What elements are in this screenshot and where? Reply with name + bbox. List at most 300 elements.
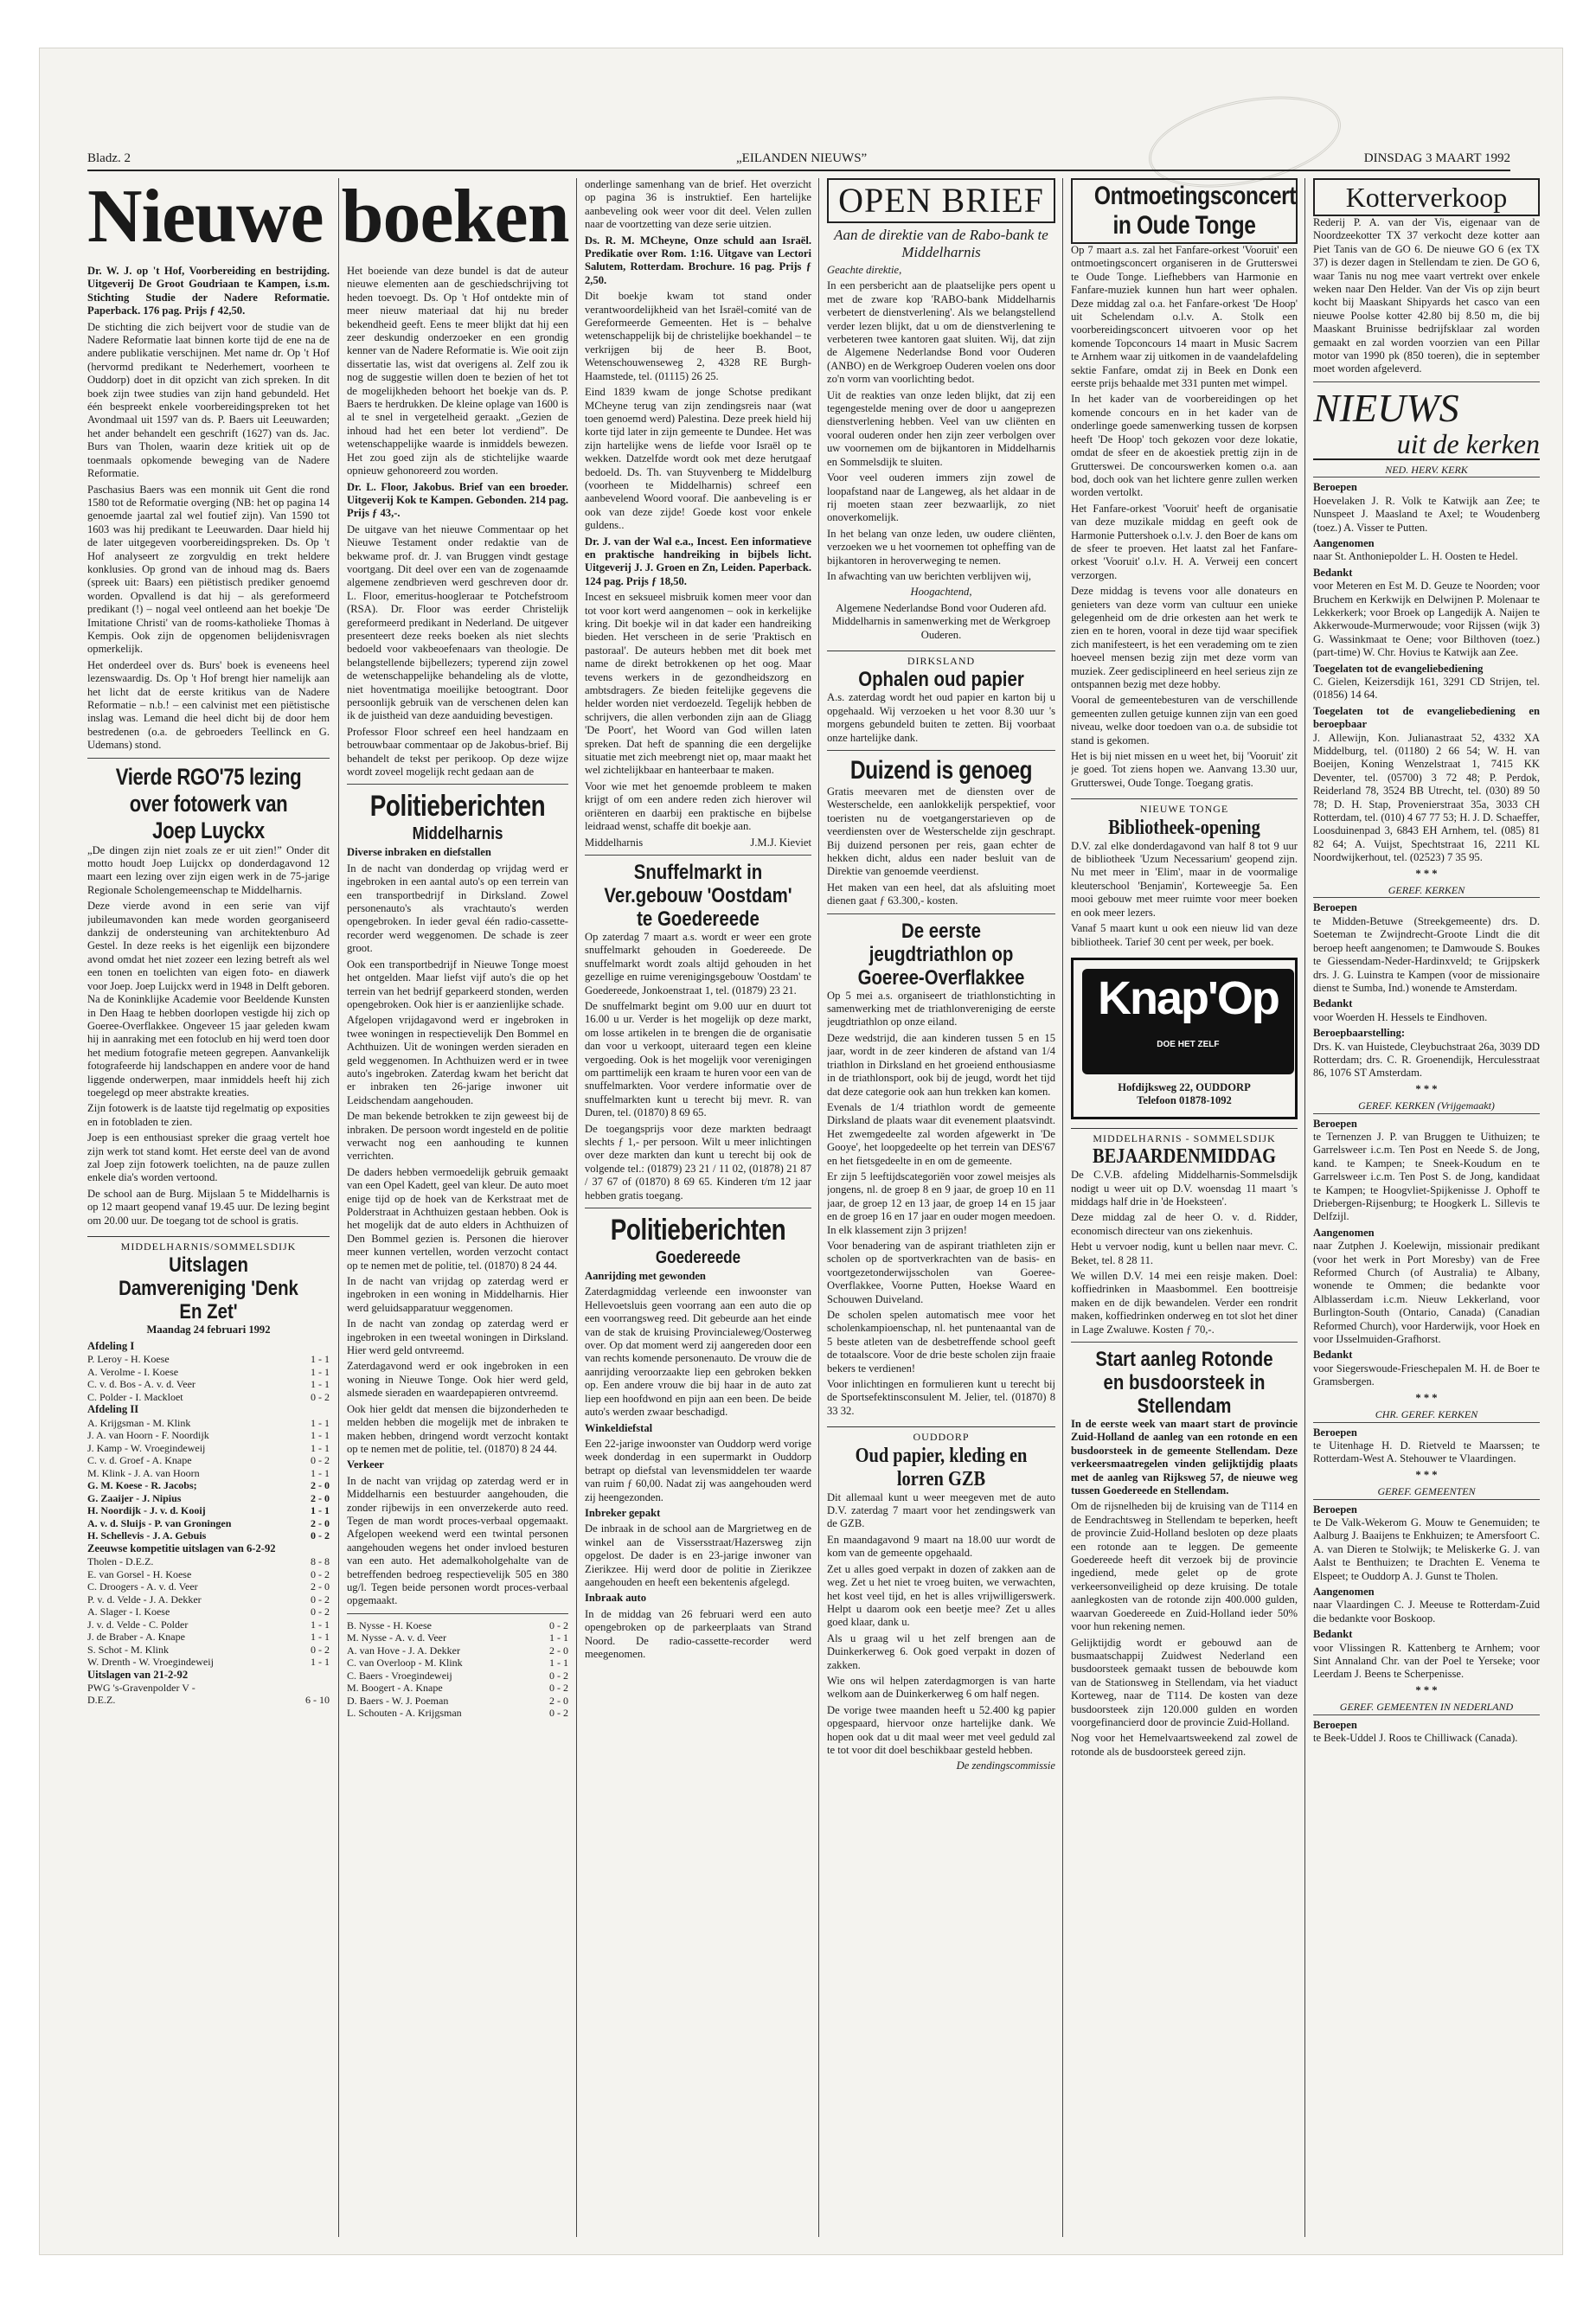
divider bbox=[1071, 1342, 1298, 1343]
church-denomination: GEREF. KERKEN bbox=[1313, 884, 1540, 898]
column-1 bbox=[87, 265, 330, 2254]
article-paragraph: Deze wedstrijd, die aan kinderen tussen 5 en 15 jaar, wordt in de zeer kinderen de afstand van 1/4 triathlon in Dirksland en het groeiend enthousiasme in de triathlonsport, ook bij de jeugd, wordt het tijd dat deze categorie ook aan hun trekken kan komen. bbox=[827, 1031, 1055, 1098]
match-pairing: M. Klink - J. A. van Hoorn bbox=[87, 1466, 200, 1479]
article-paragraph: En maandagavond 9 maart na 18.00 uur wordt de kom van de gemeente opgehaald. bbox=[827, 1533, 1055, 1560]
article-paragraph: Het onderdeel over ds. Burs' boek is eveneens heel lezenswaardig. Ds. Op 't Hof brengt hier namelijk aan het licht dat de eerste kritikus van de Nadere Reformatie – n.b.! – een calvinist met een piëtistische inslag was. Lemand die heel dicht bij de door hem bestredenen (o.a. de gebroeders Teellinck en G. Udemans) stond. bbox=[87, 658, 330, 752]
church-news-heading: Aangenomen bbox=[1313, 536, 1375, 549]
article-paragraph: Uit de reakties van onze leden blijkt, dat zij een tegengestelde mening over de door u aangeprezen dienstverlening hebben. Veel van uw cliënten en vooral ouderen onder hen zijn zeer verbolgen over uw voornemen om de bijkantoren in Middelharnis en Sommelsdijk te sluiten. bbox=[827, 388, 1055, 468]
match-pairing: C. Baers - Vroegindeweij bbox=[347, 1669, 452, 1682]
knapop-logo-text: Knap'Op bbox=[1098, 971, 1279, 1024]
results-row bbox=[87, 1631, 330, 1644]
match-pairing: C. v. d. Bos - A. v. d. Veer bbox=[87, 1378, 195, 1391]
match-score: 0 - 2 bbox=[549, 1707, 568, 1720]
results-row bbox=[87, 1593, 330, 1606]
church-news-text: te De Valk-Wekerom G. Mouw te Genemuiden; te Aalburg J. Baaijens te Enkhuizen; te Amersfoort C. A. van Dieren te Stolwijk; te Meliskerke G. J. van Aalst te Benthuizen; te Drachten E. Venema te Elspeet; te Ouddorp A. J. Gunst te Tholen. bbox=[1313, 1516, 1540, 1582]
match-pairing: S. Schot - M. Klink bbox=[87, 1643, 170, 1656]
church-news-text: te Midden-Betuwe (Streekgemeente) drs. D. Soeteman te Zwijndrecht-Groote Lindt die dit beroep heeft aangenomen; te Damwoude S. Boukes te Giessendam-Neder-Hardinxveld; te Grijpskerk drs. J. G. Luinstra te Kampen (voor de missionaire dienst te Sumba, Ind.) wonende te Amsterdam. bbox=[1313, 914, 1540, 994]
church-news-heading: Bedankt bbox=[1313, 1349, 1353, 1362]
church-news-text: J. Allewijn, Kon. Julianastraat 52, 4332 XA Middelburg, tel. (01180) 2 66 54; W. H. van Boeijen, Koning Wenzelstraat 1, 7415 KK Deventer, tel. (05700) 3 72 48; P. Perdok, Reiderland 78, 3524 BB Utrecht, tel. (030) 89 50 78; D. H. Stap, Provenierstraat 35a, 3033 CH Rotterdam, tel. (010) 4 67 77 53; H. J. D. Schaeffer, Loosduinenpad 3, 6843 EH Arnhem, tel. (085) 81 82 64; A. Vuijst, Spechtstraat 16, 2211 KL Noordwijkerhout, tel. (02523) 7 35 95. bbox=[1313, 731, 1540, 864]
church-news-heading: Aangenomen bbox=[1313, 1226, 1375, 1239]
match-score: 1 - 1 bbox=[549, 1657, 568, 1670]
article-paragraph: Zaterdagavond werd er ook ingebroken in een woning in Nieuwe Tonge. Ook hier werd geld, alsmede sieraden en waardepapieren ontvreemd. bbox=[347, 1360, 568, 1400]
results-row bbox=[347, 1644, 568, 1657]
paper-name: „EILANDEN NIEUWS” bbox=[736, 151, 868, 165]
article-headline: BEJAARDENMIDDAG bbox=[1093, 1145, 1276, 1169]
church-news-heading: Beroepen bbox=[1313, 1117, 1357, 1130]
church-news-heading: Toegelaten tot de evangeliebediening en beroepbaar bbox=[1313, 704, 1540, 731]
column-rule bbox=[576, 178, 577, 2237]
match-pairing: D.E.Z. bbox=[87, 1694, 116, 1707]
open-letter-box bbox=[827, 178, 1055, 223]
church-denomination: CHR. GEREF. KERKEN bbox=[1313, 1408, 1540, 1422]
article-paragraph: Zet u alles goed verpakt in dozen of zakken aan de weg. Zet u het niet te vroeg buiten, we verwachten, het kost veel tijd, en het is alles vrijwilligerswerk. Helpt u daarom ook een beetje mee? Zet u alles goed klaar, dank u. bbox=[827, 1562, 1055, 1629]
match-pairing: G. Zaaijer - J. Nipius bbox=[87, 1491, 182, 1504]
church-news-title: NIEUWS bbox=[1313, 385, 1459, 430]
article-paragraph: Voor veel ouderen immers zijn zowel de loopafstand naar de Langeweg, als het aldaar in de rij moeten staan zeer bezwaarlijk, zo niet onoverkomelijk. bbox=[827, 471, 1055, 524]
article-paragraph: Om de rijsnelheden bij de kruising van de T114 en de Eendrachtsweg in Stellendam te beperken, heeft de provincie Zuid-Holland besloten op deze plaats een rotonde aan te leggen. De gemeente Goedereede heeft dit verzoek bij de provincie ingediend, mede gelet op de grote verkeersonveiligheid op deze kruising. De totale aanlegkosten van de rotonde zijn 400.000 gulden, waarvan Goedereede en Zuid-Holland ieder 50% voor hun rekening nemen. bbox=[1071, 1500, 1298, 1633]
match-score: 1 - 1 bbox=[311, 1416, 330, 1429]
article-subheadline: Middelharnis bbox=[412, 824, 503, 844]
match-score: 0 - 2 bbox=[549, 1669, 568, 1682]
article-paragraph: In afwachting van uw berichten verblijven wij, bbox=[827, 569, 1032, 582]
article-kicker: NIEUWE TONGE bbox=[1071, 798, 1298, 816]
article-paragraph: Dit boekje kwam tot stand onder verantwoordelijkheid van het Israël-comité van de Gereformeerde Gemeenten. Het is – behalve wetenschappelijk bij de christelijke boekhandel – te verkrijgen bij de heer B. Boot, Wetenschouwenseweg 2, 4328 RE Burgh-Haamstede, tel. (01115) 26 25. bbox=[585, 290, 811, 382]
article-paragraph: A.s. zaterdag wordt het oud papier en karton bij u opgehaald. Wij verzoeken u het voor 8.30 uur 's morgens gebundeld buiten te zetten. Bij voorbaat onze hartelijke dank. bbox=[827, 691, 1055, 744]
article-paragraph: D.V. zal elke donderdagavond van half 8 tot 9 uur de bibliotheek 'Uzum Necessarium' geopend zijn. Nu met meer in 'Elim', maar in de voormalige kleuterschool 'Benjamin', Korteweegje 5a. Een mooi gebouw met meer ruimte voor meer boeken en ook meer lezers. bbox=[1071, 839, 1298, 919]
column-rule bbox=[338, 178, 339, 2237]
results-row bbox=[87, 1682, 330, 1695]
match-score: 0 - 2 bbox=[311, 1567, 330, 1580]
article-kicker: DIRKSLAND bbox=[827, 651, 1055, 668]
division-label: Afdeling I bbox=[87, 1339, 135, 1352]
results-row bbox=[347, 1670, 568, 1682]
article-paragraph: Professor Floor schreef een heel handzaam en betrouwbaar commentaar op de Jakobus-brief. Bij behandelt de tekst per perikoop. Op deze wijze wordt zoveel mogelijk recht gedaan aan de bbox=[347, 725, 568, 779]
section-separator: * * * bbox=[1415, 1683, 1438, 1696]
results-table bbox=[87, 1682, 330, 1707]
match-pairing: C. van Overloop - M. Klink bbox=[347, 1657, 463, 1670]
article-subheadline: Aan de direktie van de Rabo-bank te Middelharnis bbox=[834, 227, 1048, 260]
article-headline: Duizend is genoeg bbox=[849, 756, 1033, 785]
article-paragraph: In het kader van de voorbereidingen op het komende concours en in het kader van de onderlinge goede samenwerking tussen de korpsen heeft 'De Hoop' toch gekozen voor deze lokatie, omdat de sfeer en de akoestiek prettig zijn in de Grutterswei. De concourswerken komen o.a. aan bod, doch ook van het lichtere genre zullen werken worden vertolkt. bbox=[1071, 393, 1298, 499]
results-row bbox=[87, 1417, 330, 1430]
section-separator: * * * bbox=[1415, 867, 1438, 880]
results-row bbox=[87, 1366, 330, 1379]
match-pairing: E. van Gorsel - H. Koese bbox=[87, 1567, 192, 1580]
match-pairing: C. Droogers - A. v. d. Veer bbox=[87, 1580, 198, 1593]
article-paragraph: Deze middag is tevens voor alle donateurs en genieters van deze vorm van cultuur een unieke gelegenheid om de drie orkesten aan het werk te zien en te horen, vooral in deze tijd waar specifiek zich manifesteert, is het een verademing om te zien hoeveel mensen bezig zijn met deze vorm van muziek. Zeer gedisciplineerd en heel serieus zijn ze ontspannen bezig met deze hobby. bbox=[1071, 585, 1298, 690]
results-row bbox=[87, 1492, 330, 1505]
article-paragraph: Gratis meevaren met de diensten over de Westerschelde, een aanlokkelijk perspektief, voor toeristen nu de voetgangerstarieven op de veerdiensten over de Westerschelde zijn geschrapt. Bij duizend personen per reis, gaan echter de hekken dicht, aldus een nader besluit van de Direktie van genoemde veerdienst. bbox=[827, 785, 1055, 878]
results-row bbox=[87, 1467, 330, 1480]
match-score: 2 - 0 bbox=[549, 1644, 568, 1657]
article-paragraph: De man bekende betrokken te zijn geweest bij de inbraken. De persoon wordt ingesteld en de politie verwacht nog een aanhouding te kunnen verrichten. bbox=[347, 1110, 568, 1163]
issue-date: DINSDAG 3 MAART 1992 bbox=[1363, 151, 1510, 165]
match-pairing: PWG 's-Gravenpolder V - bbox=[87, 1681, 195, 1694]
column-2 bbox=[347, 265, 568, 2254]
match-score: 8 - 8 bbox=[311, 1555, 330, 1568]
article-paragraph: De uitgave van het nieuwe Commentaar op het Nieuwe Testament onder redaktie van de bekwame prof. dr. J. van Bruggen vindt gestage voortgang. Dit deel over een van de zogenaamde algemene zendbrieven werd geschreven door dr. L. Floor, emeritus-hoogleraar te Potchefstroom (RSA). Dr. Floor was eerder Christelijk gereformeerd predikant in Nederland. De uitgever presenteert deze reeks boeken als niet slechts bedoeld voor vakbeoefenaars van theologie. De belangstellende bijbellezers; typerend zijn zowel de wetenschappelijke behandeling als de vlotte, niet hoventmatiga moeilijke betoogtrant. Door persoonlijk gebruik van de verschenen delen kan ik de juistheid van deze aanduiding bevestigen. bbox=[347, 522, 568, 722]
divider bbox=[1313, 381, 1540, 382]
church-news-heading: Beroepen bbox=[1313, 1718, 1357, 1731]
column-6 bbox=[1313, 178, 1540, 2254]
subhead: Winkeldiefstal bbox=[585, 1421, 653, 1434]
match-score: 1 - 1 bbox=[311, 1429, 330, 1442]
results-table bbox=[347, 1619, 568, 1720]
results-row bbox=[87, 1391, 330, 1404]
article-paragraph: Er zijn 5 leeftijdscategoriën voor zowel meisjes als jongens, nl. de groep 8 en 9 jaar, de groep 10 en 11 jaar, de groep 12 en 13 jaar, de groep 14 en 15 jaar en de groep 16 en 17 jaar en ouder mogen meedoen. In elk klassement zijn 3 prijzen! bbox=[827, 1170, 1055, 1236]
article-paragraph: Zaterdagmiddag verleende een inwoonster van Hellevoetsluis geen voorrang aan een auto die op een voorrangsweg reed. Dit gebeurde aan het einde van de stak de kruising Provincialeweg/Oosterweg over. Op dat moment werd zij aangereden door een van rechts komende personenauto. De vrouw die de aanrijding veroorzaakte liep een gebroken bekken op. Een andere vrouw die bij haar in de auto zat liep een hoofdwond en pijn aan een been. De beide auto's werden zwaar beschadigd. bbox=[585, 1285, 811, 1419]
church-news-text: voor Meteren en Est M. D. Geuze te Noorden; voor Bruchem en Kerkwijk en Delwijnen P. Molenaar te Lekkerkerk; voor Broek op Langedijk A. Naijen te Akkerwoude-Murmerwoude; voor Rijssen (wijk 3) G. Wassinkmaat te Oene; voor Bilthoven (toez.) (part-time) W. Chr. Hovius te Katwijk aan Zee. bbox=[1313, 580, 1540, 659]
church-news-text: naar Zutphen J. Koelewijn, missionair predikant (voor het werk in Port Moresby) van de Free Reformed Church (of Australia) te Albany, wonende te Ommen; die bedankte voor Alblasserdam i.c.m. Nieuw Lekkerland, voor Burlington-South (Ontario, Canada) (Canadian Reformed Church), voor Harderwijk, voor Hoek en voor IJsselmuiden-Grafhorst. bbox=[1313, 1240, 1540, 1346]
signature-name: J.M.J. Kieviet bbox=[750, 836, 811, 849]
article-headline: OPEN BRIEF bbox=[838, 181, 1044, 220]
article-kicker: OUDDORP bbox=[827, 1426, 1055, 1444]
results-row bbox=[87, 1694, 330, 1707]
article-paragraph: In de nacht van donderdag op vrijdag werd er ingebroken in een aantal auto's op een terrein van een transportbedrijf in Dirksland. Zowel personenauto's als vrachtauto's werden opengebroken. In ieder geval één radio-cassette-recorder werd weggenomen. De schade is zeer groot. bbox=[347, 862, 568, 955]
results-row bbox=[87, 1555, 330, 1568]
article-paragraph: Rederij P. A. van der Vis, eigenaar van de Noordzeekotter TX 37 verkocht deze kotter aan Piet Tanis van de GO 6. De nieuwe GO 6 (ex TX 37) is dezer dagen in Stellendam te zien. De GO 6, waar Tanis nu nog mee vaart vertrekt over enkele weken naar Den Helder. Van der Vis op zijn beurt kocht bij Maaskant Shipyards het casco van een nieuwe Poolse kotter 42.80 bij 8.50 m, die bij Maaskant Bruinisse bedrijfsklaar zal worden gemaakt en zal worden voorzien van een Pillar motor van 1990 pk (850 toeren), die in september moet worden afgeleverd. bbox=[1313, 216, 1540, 375]
book-meta: Dr. W. J. op 't Hof, Voorbereiding en bestrijding. Uitgeverij De Groot Goudriaan te Kampen, i.s.m. Stichting Studie der Nadere Reformatie. Paperback. 176 pag. Prijs ƒ 42,50. bbox=[87, 265, 330, 317]
article-paragraph: De snuffelmarkt begint om 9.00 uur en duurt tot 16.00 u ur. Verder is het mogelijk op deze markt, om losse artikelen in te brengen die de organisatie dan voor u verkoopt, uiteraard tegen een kleine vergoeding. Ook is het mogelijk voor verenigingen om parttimelijk een kraam te huren voor een van de snuffelmarkten. Voor verdere informatie over de snuffelmarkten kunt u terecht bij mevr. R. van Duren, tel. (01870) 8 69 65. bbox=[585, 999, 811, 1119]
match-pairing: H. Noordijk - J. v. d. Kooij bbox=[87, 1504, 206, 1517]
match-pairing: A. Verolme - I. Koese bbox=[87, 1365, 179, 1378]
match-pairing: C. v. d. Groef - A. Knape bbox=[87, 1454, 192, 1467]
article-paragraph: Voor benadering van de aspirant triathleten zijn er scholen op de sportverkrachten van de basis- en voortgezetonderwijsscholen van Goeree-Overflakkee, Voorne Putten, Hoekse Waard en Schouwen Duiveland. bbox=[827, 1239, 1055, 1305]
article-paragraph: Hebt u vervoer nodig, kunt u bellen naar mevr. C. Beket, tel. 8 28 11. bbox=[1071, 1240, 1298, 1266]
church-news-text: voor Woerden H. Hessels te Eindhoven. bbox=[1313, 1010, 1488, 1023]
results-row bbox=[347, 1657, 568, 1670]
church-news-text: voor Siegerswoude-Frieschepalen M. H. de Boer te Gramsbergen. bbox=[1313, 1362, 1540, 1388]
church-news-heading: Beroepen bbox=[1313, 1426, 1357, 1439]
results-row bbox=[87, 1353, 330, 1366]
match-score: 0 - 2 bbox=[311, 1390, 330, 1403]
article-paragraph: Voor inlichtingen en formulieren kunt u terecht bij de Sportsefektinsconsulent M. Jelier, tel. (01870) 8 33 32. bbox=[827, 1378, 1055, 1417]
article-paragraph: In de middag van 26 februari werd een auto opengebroken op de parkeerplaats van Strand Noord. De radio-cassette-recorder werd meegenomen. bbox=[585, 1607, 811, 1660]
results-table bbox=[87, 1417, 330, 1480]
article-paragraph: Nog voor het Hemelvaartsweekend zal zowel de rotonde als de busdoorsteek gereed zijn. bbox=[1071, 1732, 1298, 1758]
column-rule bbox=[1304, 178, 1305, 2237]
article-paragraph: Het boeiende van deze bundel is dat de auteur nieuwe elementen aan de geschiedschrijving tot heden toevoegt. Ds. Op 't Hof ontdekte min of meer nieuw materiaal dat hij nu breder bekendheid geeft. Eens te meer blijkt dat hij een zeer deskundig onderzoeker en een grondig kenner van de Nadere Reformatie is. Wie ooit zijn dissertatie las, wist dat overigens al. Zelf zou ik nog de suggestie willen doen te bezien of het tot de mogelijkheden behoort het boekje van ds. P. Baers te herdrukken. De kleine oplage van 1600 is al te snel in vergetelheid geraakt. „Gezien de inhoud had het een beter lot verdiend”. De wetenschappelijke waarde is inmiddels bewezen. Het zou goed zijn als de stichtelijke waarde opnieuw gehonoreerd zou worden. bbox=[347, 265, 568, 478]
article-subheadline: Goedereede bbox=[655, 1248, 741, 1268]
match-score: 2 - 0 bbox=[311, 1516, 330, 1529]
article-paragraph: Ook een transportbedrijf in Nieuwe Tonge moest het ontgelden. Maar liefst vijf auto's die op het terrein van het bedrijf geparkeerd stonden, werden opengebroken. Ook hier is er aanzienlijke schade. bbox=[347, 958, 568, 1010]
article-paragraph: In de nacht van zondag op zaterdag werd er ingebroken in een tweetal woningen in Dirksland. Hier werd geld ontvreemd. bbox=[347, 1317, 568, 1357]
subhead: Diverse inbraken en diefstallen bbox=[347, 846, 491, 859]
match-pairing: A. Slager - I. Koese bbox=[87, 1606, 170, 1618]
match-score bbox=[295, 1682, 330, 1695]
match-pairing: J. v. d. Velde - C. Polder bbox=[87, 1618, 189, 1631]
subhead: Verkeer bbox=[347, 1458, 384, 1471]
match-score: 1 - 1 bbox=[311, 1656, 330, 1669]
division-label: Afdeling II bbox=[87, 1403, 139, 1416]
results-row bbox=[87, 1479, 330, 1492]
section-separator: * * * bbox=[1415, 1391, 1438, 1404]
match-score: 1 - 1 bbox=[311, 1441, 330, 1454]
match-score: 2 - 0 bbox=[311, 1479, 330, 1492]
article-headline: Bibliotheek-opening bbox=[1108, 816, 1260, 839]
match-score: 2 - 0 bbox=[311, 1580, 330, 1593]
article-paragraph: Incest en seksueel misbruik komen meer voor dan tot voor kort werd aangenomen – ook in kerkelijke kring. Dit boekje wil in dat kader een handreiking bieden. Het verscheen in de serie 'Praktisch en pastoraal'. De auteurs hebben met dit boek met name de direkt betrokkenen op het oog. Maar tevens werkers in de gezondheidszorg en ambtsdragers. Ze bieden feitelijke gegevens die helder worden niet verdoezeld. Tegelijk hebben de schrijvers, die allen verbonden zijn aan de Gliagg 'De Poort', het Woord van God willen laten spreken. Dat heft de spanning die een dergelijke situatie met zich meebrengt niet op, maar maakt het wel zichtelijkbaar en hanteerbaar te maken. bbox=[585, 591, 811, 777]
results-row bbox=[87, 1429, 330, 1442]
match-score: 6 - 10 bbox=[305, 1694, 330, 1707]
section-separator: * * * bbox=[1415, 1082, 1438, 1095]
article-paragraph: Een 22-jarige inwoonster van Ouddorp werd vorige week donderdag in een supermarkt in Ouddorp betrapt op diefstal van levensmiddelen ter waarde van ruim ƒ 60,00. Nadat zij was aangehouden werd zij heengezonden. bbox=[585, 1437, 811, 1503]
match-pairing: G. M. Koese - R. Jacobs; bbox=[87, 1479, 197, 1492]
church-news-text: naar St. Anthoniepolder L. H. Oosten te Hedel. bbox=[1313, 550, 1518, 563]
match-score: 1 - 1 bbox=[311, 1504, 330, 1517]
ad-phone: Telefoon 01878-1092 bbox=[1137, 1094, 1232, 1107]
results-row bbox=[87, 1504, 330, 1517]
results-row bbox=[87, 1580, 330, 1593]
church-news-heading: Beroepen bbox=[1313, 1503, 1357, 1516]
match-score: 0 - 2 bbox=[311, 1454, 330, 1467]
match-score: 1 - 1 bbox=[549, 1631, 568, 1644]
church-news-text: voor Vlissingen R. Kattenberg te Arnhem; voor Sint Annaland Chr. van der Poel te Yerseke; voor Leerdam J. Beens te Scherpenisse. bbox=[1313, 1641, 1540, 1681]
article-paragraph: De inbraak in de school aan de Margrietweg en de winkel aan de Vissersstraat/Hazersweg zijn opgelost. De dader is en 23-jarige inwoner van Zierikzee. Hij werd door de politie in Zierikzee aangehouden en heeft een bekentenis afgelegd. bbox=[585, 1522, 811, 1588]
results-row bbox=[87, 1517, 330, 1530]
article-kicker: MIDDELHARNIS - SOMMELSDIJK bbox=[1071, 1128, 1298, 1145]
page-header bbox=[87, 144, 1510, 171]
letter-signature: Algemene Nederlandse Bond voor Ouderen afd. Middelharnis in samenwerking met de Werkgroep Ouderen. bbox=[831, 601, 1051, 641]
article-paragraph: Afgelopen vrijdagavond werd er ingebroken in twee woningen in respectievelijk Den Bommel en Achthuizen. Uit de woningen werden sieraden en geld weggenomen. In Achthuizen werd er in twee auto's ingebroken. Zaterdag kwam het bericht dat er inbraken ten 26-jarige inwoner uit Leidschendam aangehouden. bbox=[347, 1014, 568, 1106]
match-score: 0 - 2 bbox=[311, 1529, 330, 1542]
match-pairing: M. Nysse - A. v. d. Veer bbox=[347, 1631, 446, 1644]
article-paragraph: Dit allemaal kunt u weer meegeven met de auto D.V. zaterdag 7 maart voor het zendingswerk van de GZB. bbox=[827, 1490, 1055, 1530]
results-table bbox=[87, 1353, 330, 1403]
article-paragraph: De scholen spelen automatisch mee voor het scholenkampioenschap, nl. het puntenaantal van de 5 beste atleten van de desbetreffende school geeft de totaalscore. Voor de drie beste scholen zijn fraaie bekers te verdienen! bbox=[827, 1309, 1055, 1375]
article-paragraph: De school aan de Burg. Mijslaan 5 te Middelharnis is op 12 maart geopend vanaf 19.45 uur. De lezing begint om 20.00 uur. De toegang tot de school is gratis. bbox=[87, 1187, 330, 1227]
results-row bbox=[347, 1619, 568, 1632]
column-4 bbox=[827, 178, 1055, 2254]
results-row bbox=[87, 1568, 330, 1581]
article-paragraph: onderlinge samenhang van de brief. Het overzicht op pagina 36 is instruktief. Een hartelijke aanbeveling ook weer voor dit deel. Velen zullen naar de voortzetting van deze serie uitzien. bbox=[585, 178, 811, 231]
results-row bbox=[87, 1442, 330, 1455]
divider bbox=[87, 758, 330, 759]
signature-name: De zendingscommissie bbox=[956, 1759, 1055, 1772]
article-paragraph: Voor wie met het genoemde probleem te maken krijgt of om een andere reden zich hierover wil oriënteren en daarbij een praktische en bijbelse leidraad wenst, schaffe dit boekje aan. bbox=[585, 779, 811, 833]
article-paragraph: Het is bij niet missen en u weet het, bij 'Vooruit' zit je goed. Tot ziens hopen we. Aanvang 13.30 uur, Grutterswei, Oude Tonge. Toegang gratis. bbox=[1071, 750, 1298, 789]
concert-box bbox=[1071, 178, 1298, 244]
article-paragraph: De toegangsprijs voor deze markten bedraagt slechts ƒ 1,- per persoon. Wilt u meer inlichtingen over deze markten dan kunt u terecht bij ook de volgende tel.: (01879) 23 21 / 11 02, (01878) 21 87 / 37 67 of (01870) 8 69 65. Kinderen t/m 12 jaar hebben gratis toegang. bbox=[585, 1122, 811, 1202]
article-headline: Ontmoetingsconcert in Oude Tonge bbox=[1093, 182, 1297, 240]
book-meta: Ds. R. M. MCheyne, Onze schuld aan Israël. Predikatie over Rom. 1:16. Uitgave van Lectori Salutem, Rotterdam. Brochure. 16 pag. Prijs ƒ 2,50. bbox=[585, 234, 811, 286]
match-pairing: W. Drenth - W. Vroegindeweij bbox=[87, 1656, 214, 1669]
ad-address: Hofdijksweg 22, OUDDORP bbox=[1118, 1080, 1251, 1093]
church-denomination: GEREF. GEMEENTEN IN NEDERLAND bbox=[1313, 1701, 1540, 1715]
article-paragraph: In de nacht van vrijdag op zaterdag werd er in Middelharnis een bestuurder aangehouden, die zonder rijbewijs in een onverzekerde auto reed. Tegen de man wordt proces-verbaal opgemaakt. Afgelopen weekend werd een twintal personen aangehouden wegens het onder invloed besturen van een auto. Het ademalkoholgehalte van de betreffenden bedroeg respectievelijk 505 en 380 ug/l. Tegen beide personen wordt proces-verbaal opgemaakt. bbox=[347, 1474, 568, 1607]
match-pairing: A. v. d. Sluijs - P. van Groningen bbox=[87, 1516, 232, 1529]
subhead: Aanrijding met gewonden bbox=[585, 1270, 706, 1283]
match-pairing: Tholen - D.E.Z. bbox=[87, 1555, 154, 1568]
results-row bbox=[87, 1606, 330, 1618]
church-news-text: te Uitenhage H. D. Rietveld te Maarssen; te Rotterdam-West A. Stehouwer te Vlaardingen. bbox=[1313, 1439, 1540, 1465]
results-row bbox=[87, 1529, 330, 1542]
match-score: 1 - 1 bbox=[311, 1466, 330, 1479]
results-row bbox=[347, 1631, 568, 1644]
article-paragraph: Wie ons wil helpen zaterdagmorgen is van harte welkom aan de Duinkerkerweg 6 om half negen. bbox=[827, 1674, 1055, 1701]
match-pairing: C. Polder - I. Mackloet bbox=[87, 1390, 183, 1403]
letter-closing: Hoogachtend, bbox=[910, 586, 972, 599]
match-score: 1 - 1 bbox=[311, 1353, 330, 1366]
article-headline: Kotterverkoop bbox=[1345, 182, 1508, 213]
church-news-heading: Bedankt bbox=[1313, 566, 1353, 579]
article-paragraph: Joep is een enthousiast spreker die graag vertelt hoe zijn werk tot stand komt. Het eerste deel van de avond zal Joep zijn fotowerk toelichten, na de pauze zullen enkele dia's worden vertoond. bbox=[87, 1131, 330, 1184]
match-pairing: A. van Hove - J. A. Dekker bbox=[347, 1644, 460, 1657]
church-news-subtitle: uit de kerken bbox=[1313, 429, 1540, 460]
results-row bbox=[87, 1656, 330, 1669]
article-paragraph: In de nacht van vrijdag op zaterdag werd er ingebroken in een woning in Middelharnis. Hier werd geluidsapparatuur weggenomen. bbox=[347, 1275, 568, 1314]
article-headline: Snuffelmarkt in Ver.gebouw 'Oostdam' te Goedereede bbox=[604, 860, 792, 931]
article-paragraph: Paschasius Baers was een monnik uit Gent die rond 1580 tot de Reformatie overging (NB: het op pagina 14 genoemde jaartal zal wel foutief zijn). Van 1590 tot 1603 was hij predikant te Leeuwarden. Daar hield hij de later uitgegeven voorbereidingspreken. Ds. Op 't Hof analyseert ze zorgvuldig en trekt heldere konklusies. Op grond van de inhoud mag ds. Baers (spreek uit: Baars) een piëtistisch prediker genoemd worden. Opvallend is dat hij – als gereformeerd predikant (!) – nogal veel ontleend aan het boekje 'De Imitatione Christi' van de rooms-katholieke Thomas à Kempis. Ook zijn de opgenomen belijdenisvragen opmerkelijk. bbox=[87, 483, 330, 656]
signature-place: Middelharnis bbox=[585, 836, 644, 849]
church-news-text: Drs. K. van Huistede, Cleybuchstraat 26a, 3039 DD Rotterdam; drs. C. R. Groenendijk, Herculesstraat 86, 1076 ST Amsterdam. bbox=[1313, 1040, 1540, 1080]
article-paragraph: De stichting die zich beijvert voor de studie van de Nadere Reformatie laat binnen korte tijd de ene na de andere publikatie verschijnen. Met name dr. Op 't Hof (hervormd predikant te Nederhemert, voorheen te Ouddorp) doet in dit opzicht van zich spreken. In dit boek zijn twee studies van zijn hand gebundeld. Het één bespreekt enkele voorbereidingspreken tot het Avondmaal uit 1597 van ds. P. Baers uit Leeuwarden; het ander behandelt een geschrift (1627) van ds. Jac. Burs van Tholen, waarin deze kritiek uit op de toenmaals opkomende beweging van de Nadere Reformatie. bbox=[87, 320, 330, 480]
article-paragraph: Vanaf 5 maart kunt u ook een nieuw lid van deze bibliotheek. Tarief 30 cent per week, per boek. bbox=[1071, 922, 1298, 948]
divider bbox=[827, 913, 1055, 914]
article-lead: In de eerste week van maart start de provincie Zuid-Holland de aanleg van een rotonde en een busdoorsteek in de gemeente Stellendam. Deze verkeersmaatregelen vinden gelijktijdig plaats met de aanleg van Rijksweg 57, de nieuwe weg tussen Goedereede en Stellendam. bbox=[1071, 1418, 1298, 1497]
column-5 bbox=[1071, 178, 1298, 2254]
church-denomination: NED. HERV. KERK bbox=[1313, 464, 1540, 478]
newspaper-page bbox=[39, 48, 1563, 2255]
results-row bbox=[347, 1707, 568, 1720]
book-meta: Dr. L. Floor, Jakobus. Brief van een broeder. Uitgeverij Kok te Kampen. Gebonden. 214 pag. Prijs ƒ 43,-. bbox=[347, 480, 568, 520]
article-paragraph: Gelijktijdig wordt er gebouwd aan de busmaatschappij Zuidwest Nederland een busdoorsteek gemaakt tussen de bebouwde kom van de Stationsweg in Stellendam, via het viaduct Korteweg, naar de T114. De kosten van deze busdoorsteek zijn 120.000 gulden en worden voorgefinancierd door de provincie Zuid-Holland. bbox=[1071, 1636, 1298, 1728]
match-pairing: J. Kamp - W. Vroegindeweij bbox=[87, 1441, 206, 1454]
article-headline: Start aanleg Rotonde en busdoorsteek in Stellendam bbox=[1095, 1348, 1273, 1418]
article-paragraph: We willen D.V. 14 mei een reisje maken. Doel: koffiedrinken in Maasbommel. Een boottreisje maken en de dijk bewandelen. Verder een rondrit maken, koffiedrinken onderweg en tot slot het diner in Lage Zwaluwe. Kosten ƒ 70,-. bbox=[1071, 1269, 1298, 1336]
results-row bbox=[87, 1454, 330, 1467]
book-meta: Dr. J. van der Wal e.a., Incest. Een informatieve en praktische handreiking in bijbels licht. Uitgeverij J. J. Groen en Zn, Leiden. Paperback. 124 pag. Prijs ƒ 18,50. bbox=[585, 535, 811, 587]
article-paragraph: „De dingen zijn niet zoals ze er uit zien!” Onder dit motto houdt Joep Luijckx op donderdagavond 12 maart een lezing over zijn eigen werk in de 75-jarige Regionale Scholengemeenschap te Middelharnis. bbox=[87, 843, 330, 896]
article-paragraph: De C.V.B. afdeling Middelharnis-Sommelsdijk nodigt u weer uit op D.V. woensdag 11 maart 's middags half drie in 'de Hoeksteen'. bbox=[1071, 1169, 1298, 1208]
article-headline: Uitslagen Damvereniging 'Denk En Zet' bbox=[119, 1253, 298, 1324]
section-title: Nieuwe boeken bbox=[87, 175, 569, 259]
knapop-tagline: DOE HET ZELF bbox=[1157, 1039, 1220, 1049]
match-pairing: J. de Braber - A. Knape bbox=[87, 1631, 185, 1644]
article-headline: Vierde RGO'75 lezing over fotowerk van Joep Luyckx bbox=[115, 763, 302, 843]
match-score: 2 - 0 bbox=[549, 1694, 568, 1707]
church-denomination: GEREF. KERKEN (Vrijgemaakt) bbox=[1313, 1099, 1540, 1113]
match-pairing: B. Nysse - H. Koese bbox=[347, 1618, 432, 1631]
match-score: 0 - 2 bbox=[549, 1618, 568, 1631]
match-score: 0 - 2 bbox=[549, 1682, 568, 1695]
results-row bbox=[347, 1682, 568, 1695]
article-paragraph: Op 5 mei a.s. organiseert de triathlonstichting in samenwerking met de triathlonvereniging de eerste jeugdtriathlon op onze eiland. bbox=[827, 989, 1055, 1029]
match-score: 0 - 2 bbox=[311, 1606, 330, 1618]
column-rule bbox=[1062, 178, 1063, 2237]
article-headline: Ophalen oud papier bbox=[858, 668, 1024, 692]
match-pairing: D. Baers - W. J. Poeman bbox=[347, 1694, 449, 1707]
article-paragraph: Eind 1839 kwam de jonge Schotse predikant MCheyne terug van zijn zendingsreis naar (wat toen genoemd werd) Palestina. Deze preek hield hij korte tijd later in zijn gemeente te Dundee. Het was zijn hartelijke wens de liefde voor Israël op te wekken. Datzelfde wordt ook met deze herutgaaf bedoeld. Ds. Th. van Stuyvenberg te Middelburg (voorheen te Middelharnis) schreef een aanbevelend Woord vooraf. Die aanbeveling is er ook van deze zijde! Goede kost voor enkele guldens.. bbox=[585, 386, 811, 532]
match-score: 0 - 2 bbox=[311, 1643, 330, 1656]
results-row bbox=[87, 1644, 330, 1657]
church-news-sections bbox=[1313, 464, 1540, 1746]
results-row bbox=[347, 1695, 568, 1708]
article-kicker: MIDDELHARNIS/SOMMELSDIJK bbox=[87, 1236, 330, 1253]
church-denomination: GEREF. GEMEENTEN bbox=[1313, 1485, 1540, 1499]
article-headline: Oud papier, kleding en lorren GZB bbox=[855, 1444, 1028, 1490]
article-headline: De eerste jeugdtriathlon op Goeree-Overflakkee bbox=[857, 919, 1025, 990]
kotter-box bbox=[1313, 178, 1540, 216]
match-pairing: P. v. d. Velde - J. A. Dekker bbox=[87, 1593, 202, 1606]
section-separator: * * * bbox=[1415, 1468, 1438, 1481]
article-headline: Politieberichten bbox=[369, 790, 546, 824]
church-news-heading: Bedankt bbox=[1313, 1628, 1353, 1641]
article-paragraph: Het Fanfare-orkest 'Vooruit' heeft de organisatie van deze muzikale middag en geeft ook de Harmonie Puttershoek o.l.v. J. den Boer de kans om de sfeer te proeven. Het laatst zal het Fanfare-orkest 'Vooruit' o.l.v. H. A. Verweij een concert verzorgen. bbox=[1071, 502, 1298, 581]
article-paragraph: Deze vierde avond in een serie van vijf jubileumavonden kan mede worden georganiseerd dankzij de ondersteuning van architektenburo Ad Gestel. In deze reeks is het eigenlijk een bijzondere avond omdat het niet zozeer een lezing betreft als wel een tonen en toelichten van eigen foto- en diawerk voor Joep. Joep Luijckx werd in 1948 in Delft geboren. Na de Koninklijke Academie voor Beeldende Kunsten in Den Haag te hebben doorlopen vestigde hij zich op Goeree-Overflakkee. Ongeveer 15 jaar geleden kwam hij in aanraking met een fotoclub en hij werd toen door het medium fotografie meteen gegrepen. Aanvankelijk fotografeerde hij landschappen en andere voor de hand liggende onderwerpen, maar inmiddels heeft hij zich toegelegd op meer abstrakte kreaties. bbox=[87, 900, 330, 1099]
church-news-text: te Beek-Uddel J. Roos te Chilliwack (Canada). bbox=[1313, 1732, 1518, 1745]
church-news-heading: Bedankt bbox=[1313, 997, 1353, 1010]
article-paragraph: Als u graag wil u het zelf brengen aan de Duinkerkerweg 6. Ook goed verpakt in dozen of zakken. bbox=[827, 1631, 1055, 1671]
article-paragraph: In een persbericht aan de plaatselijke pers opent u met de zware kop 'RABO-bank Middelharnis verbetert de dienstverlening'. Als we belangstellend verder lezen blijkt, dat u om de dienstverlening te verbeteren twee kantoren gaat sluiten. Wij, dat zijn de Algemene Nederlandse Bond voor Ouderen (ANBO) en de Werkgroep Ouderen voelen ons door zo'n vorm van voorlichting bedot. bbox=[827, 279, 1055, 386]
article-paragraph: Deze middag zal de heer O. v. d. Ridder, economisch directeur van ons ziekenhuis. bbox=[1071, 1211, 1298, 1237]
article-paragraph: Op 7 maart a.s. zal het Fanfare-orkest 'Vooruit' een ontmoetingsconcert organiseren in de Grutterswei te Oude Tonge. Liefhebbers van Harmonie en Fanfare-muziek kunnen hun hart weer ophalen. Deze middag zal o.a. het Fanfare-orkest 'De Hoop' uit Schelendam o.l.v. A. Stolk een voorbereidingsconcert uitvoeren voor op het komende Topconcours 14 maart in Music Sacrem te Arnhem waar zij uitkomen in de vaandelafdeling sektie Fanfare, omdat zij in Beek en Donk een eerste prijs behaalde met 331 punten met wimpel. bbox=[1071, 244, 1298, 390]
subhead: Inbraak auto bbox=[585, 1592, 647, 1605]
letter-greeting: Geachte direktie, bbox=[827, 264, 902, 276]
match-score: 1 - 1 bbox=[311, 1631, 330, 1644]
article-paragraph: Evenals de 1/4 triathlon wordt de gemeente Dirksland de plaats waar dit evenement plaatsvindt. Het zwemgedeelte zal worden afgewerkt in 'De Gooye', het loopgedeelte op het terrein van DES'67 en het fietsgedeelte in en om de gemeente. bbox=[827, 1100, 1055, 1167]
results-table bbox=[87, 1479, 330, 1542]
article-paragraph: Op zaterdag 7 maart a.s. wordt er weer een grote snuffelmarkt gehouden in Goedereede. De snuffelmarkt wordt zoals altijd gehouden in het gezellige en ruime verenigingsgebouw 'Oostdam' te Goedereede, Jonkoenstraat 1, tel. (01879) 23 21. bbox=[585, 930, 811, 997]
match-pairing: P. Leroy - H. Koese bbox=[87, 1353, 170, 1366]
results-row bbox=[87, 1618, 330, 1631]
church-news-heading: Beroepbaarstelling: bbox=[1313, 1027, 1406, 1040]
church-news-text: naar Vlaardingen C. J. Meeuse te Rotterdam-Zuid die bedankte voor Boskoop. bbox=[1313, 1599, 1540, 1625]
match-score: 1 - 1 bbox=[311, 1378, 330, 1391]
divider bbox=[347, 1613, 568, 1614]
church-news-heading: Beroepen bbox=[1313, 901, 1357, 914]
division-label: Uitslagen van 21-2-92 bbox=[87, 1668, 189, 1681]
divider bbox=[347, 784, 568, 785]
match-score: 0 - 2 bbox=[311, 1593, 330, 1606]
results-date: Maandag 24 februari 1992 bbox=[146, 1324, 271, 1336]
knapop-advertisement bbox=[1071, 958, 1298, 1119]
match-pairing: A. Krijgsman - M. Klink bbox=[87, 1416, 191, 1429]
article-paragraph: In het belang van onze leden, uw oudere cliënten, verzoeken we u het voornemen tot opheffing van de bijkantoren in heroverweging te nemen. bbox=[827, 527, 1055, 567]
article-paragraph: De daders hebben vermoedelijk gebruik gemaakt van een Opel Kadett, geel van kleur. De auto moet enige tijd op de hoek van de Kerkstraat met de Polderstraat in Achthuizen gestaan hebben. Ook is het mogelijk dat de auto elders in Achthuizen of Den Bommel gezien is. Personen die hierover meer kunnen vertellen, worden verzocht contact op te nemen met de politie, tel. (01870) 8 24 44. bbox=[347, 1165, 568, 1272]
article-paragraph: Ook hier geldt dat mensen die bijzonderheden te melden hebben die mogelijk met de inbraken te maken hebben, dringend wordt verzocht kontakt op te nemen met de politie, tel. (01870) 8 24 44. bbox=[347, 1402, 568, 1455]
match-pairing: H. Schellevis - J. A. Gebuis bbox=[87, 1529, 207, 1542]
church-news-heading: Aangenomen bbox=[1313, 1585, 1375, 1598]
divider bbox=[585, 855, 811, 856]
church-news-heading: Toegelaten tot de evangeliebediening bbox=[1313, 662, 1484, 675]
match-score: 2 - 0 bbox=[311, 1491, 330, 1504]
knapop-logo bbox=[1082, 969, 1294, 1074]
match-score: 1 - 1 bbox=[311, 1365, 330, 1378]
division-label: Zeeuwse kompetitie uitslagen van 6-2-92 bbox=[87, 1541, 276, 1554]
match-score: 1 - 1 bbox=[311, 1618, 330, 1631]
match-pairing: M. Boogert - A. Knape bbox=[347, 1682, 443, 1695]
signature-line bbox=[585, 836, 811, 849]
church-news-heading: Beroepen bbox=[1313, 481, 1357, 494]
church-news-text: Hoevelaken J. R. Volk te Katwijk aan Zee; te Nunspeet J. Maasland te Axel; te Woudenberg (toez.) A. Visser te Putten. bbox=[1313, 494, 1540, 534]
divider bbox=[827, 750, 1055, 751]
results-row bbox=[87, 1378, 330, 1391]
results-table bbox=[87, 1555, 330, 1669]
article-paragraph: Vooral de gemeentebesturen van de verschillende gemeenten zullen getuige kunnen zijn van een goed niveau, welke door toedoen van o.a. de subsidie tot stand is gekomen. bbox=[1071, 694, 1298, 747]
column-rule bbox=[818, 178, 819, 2237]
match-pairing: L. Schouten - A. Krijgsman bbox=[347, 1707, 462, 1720]
article-paragraph: Het maken van een heel, dat als afsluiting moet dienen gaat ƒ 63.300,- kosten. bbox=[827, 881, 1055, 907]
church-news-text: C. Gielen, Keizersdijk 161, 3291 CD Strijen, tel. (01856) 14 64. bbox=[1313, 675, 1540, 702]
match-pairing: J. A. van Hoorn - F. Noordijk bbox=[87, 1429, 209, 1442]
subhead: Inbreker gepakt bbox=[585, 1506, 661, 1519]
article-headline: Politieberichten bbox=[610, 1214, 786, 1247]
page-number: Bladz. 2 bbox=[87, 151, 131, 165]
article-paragraph: De vorige twee maanden heeft u 52.400 kg papier opgespaard, hiervoor onze hartelijke dank. We hopen ook dat u dit maal weer met veel geduld zal te tot voor dit doel beschikbaar gesteld hebben. bbox=[827, 1703, 1055, 1756]
article-paragraph: Zijn fotowerk is de laatste tijd regelmatig op exposities en in fotobladen te zien. bbox=[87, 1102, 330, 1128]
church-news-text: te Ternenzen J. P. van Bruggen te Uithuizen; te Garrelsweer i.c.m. Ten Post en Neede S. de Jong, kand. te Kampen; te Sneek-Koudum en te Garrelsweer i.c.m. Ten Post S. de Jong, kandidaat te Kampen; te Hoogvliet-Spijkenisse J. Ophoff te Driebergen-Rijsenburg; te Hoogkerk L. Sillevis te Delfzijl. bbox=[1313, 1130, 1540, 1223]
